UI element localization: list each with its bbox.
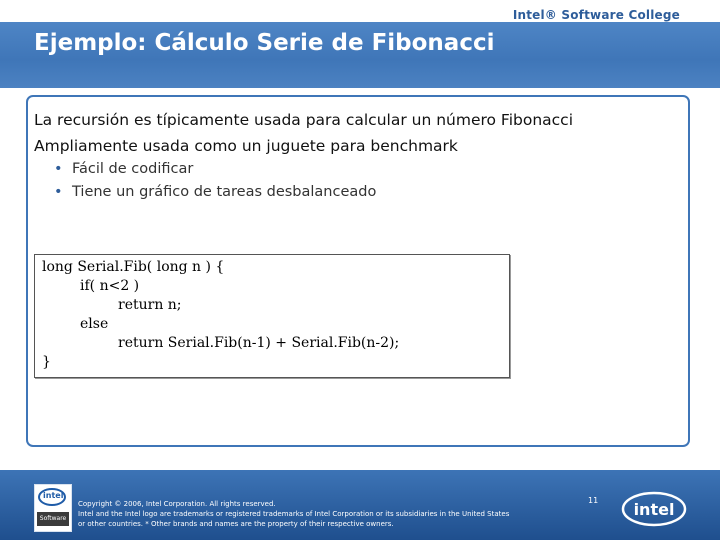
intel-logo-text: intel bbox=[633, 500, 675, 519]
copyright-line-2: Intel and the Intel logo are trademarks or registered trademarks of Intel Corporation or its subsidiaries in the United States bbox=[78, 510, 510, 518]
intel-logo-icon bbox=[620, 488, 688, 528]
copyright-notice bbox=[78, 499, 588, 529]
bullet-item-2: • Tiene un gráfico de tareas desbalanceado bbox=[72, 184, 376, 200]
logo-ring-text: intel bbox=[43, 491, 64, 500]
bullet-item-1: • Fácil de codificar bbox=[72, 161, 193, 177]
code-line-1: long Serial.Fib( long n ) { bbox=[42, 259, 225, 275]
code-line-5: return Serial.Fib(n-1) + Serial.Fib(n-2); bbox=[118, 335, 400, 351]
slide-title: Ejemplo: Cálculo Serie de Fibonacci bbox=[34, 30, 495, 56]
copyright-line-3: or other countries. * Other brands and names are the property of their respective owners. bbox=[78, 520, 394, 528]
intel-software-logo bbox=[34, 484, 72, 532]
code-line-6: } bbox=[42, 354, 51, 370]
code-line-4: else bbox=[80, 316, 109, 332]
logo-software-label: Software bbox=[37, 512, 69, 526]
page-number: 11 bbox=[588, 496, 599, 505]
content-line-1: La recursión es típicamente usada para calcular un número Fibonacci bbox=[34, 111, 574, 129]
code-line-2: if( n<2 ) bbox=[80, 278, 140, 294]
code-line-3: return n; bbox=[118, 297, 182, 313]
content-line-2: Ampliamente usada como un juguete para benchmark bbox=[34, 137, 458, 155]
brand-label: Intel® Software College bbox=[512, 8, 680, 22]
copyright-line-1: Copyright © 2006, Intel Corporation. All rights reserved. bbox=[78, 500, 276, 508]
